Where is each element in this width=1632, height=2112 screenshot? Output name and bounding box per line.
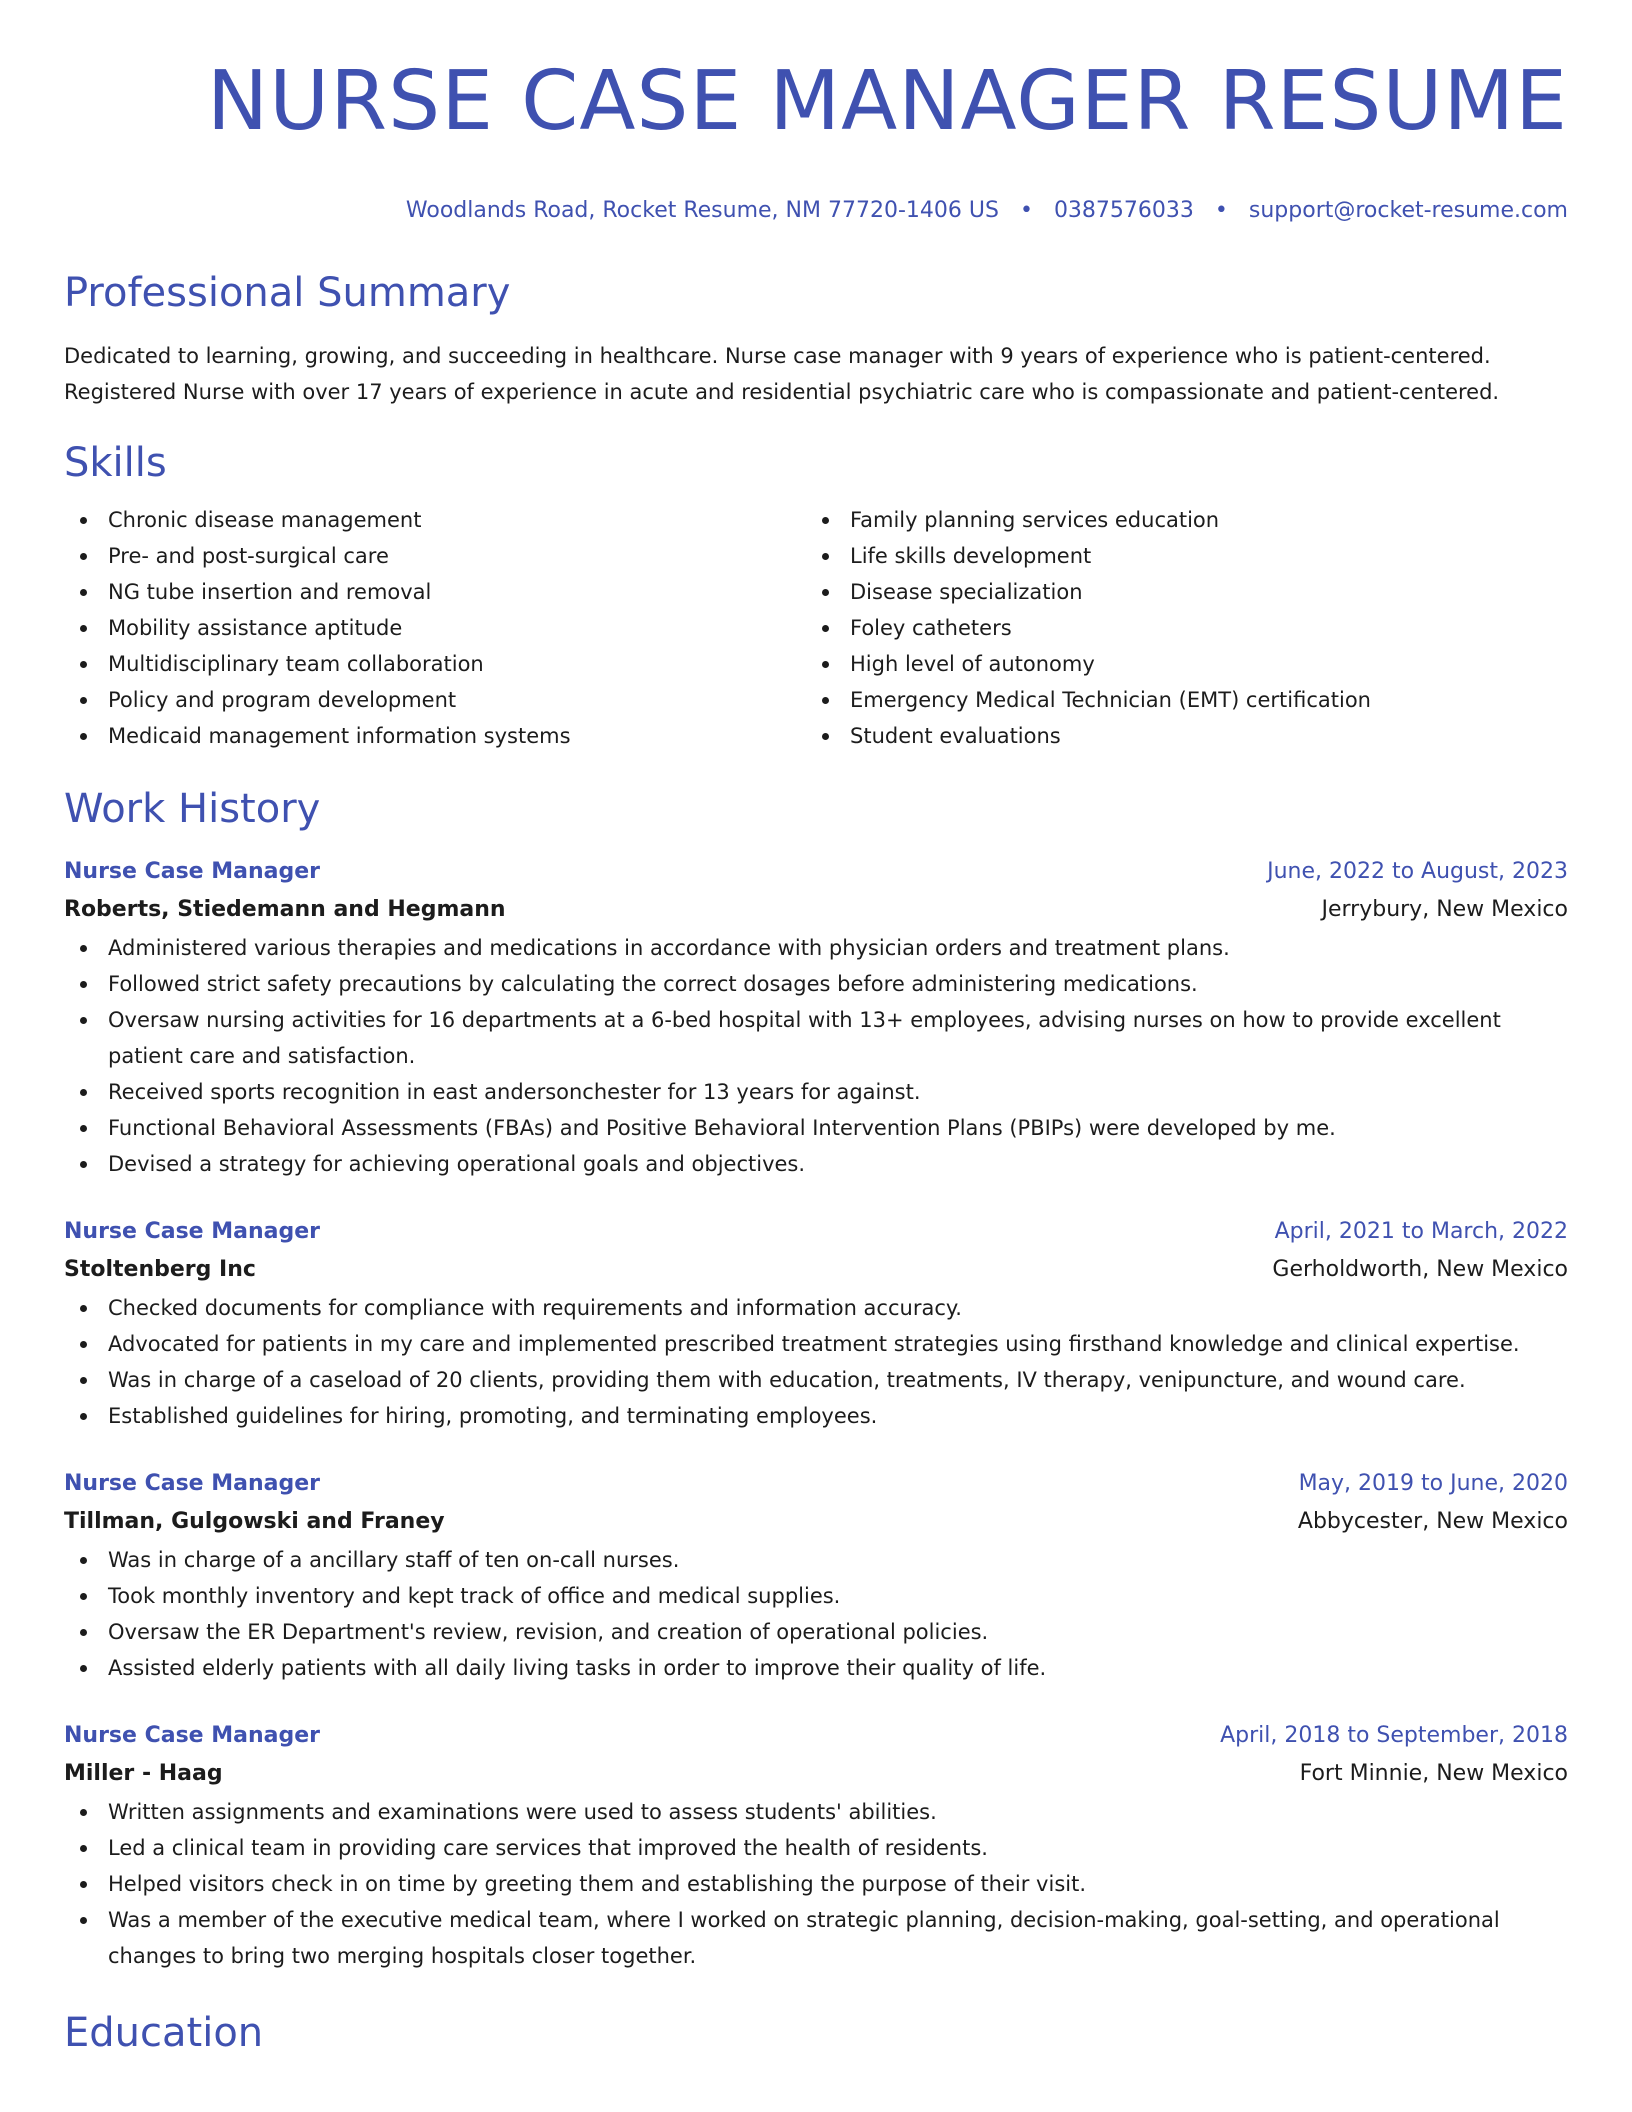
job-entry <box>64 1214 1568 1434</box>
job-bullet: Followed strict safety precautions by calculating the correct dosages before administering medications. <box>64 966 1568 1002</box>
job-bullet: Assisted elderly patients with all daily living tasks in order to improve their quality of life. <box>64 1650 1568 1686</box>
skill-item: Medicaid management information systems <box>64 718 806 754</box>
job-bullet: Oversaw the ER Department's review, revision, and creation of operational policies. <box>64 1614 1568 1650</box>
job-entry <box>64 854 1568 1182</box>
job-bullets <box>64 930 1568 1182</box>
job-bullet: Written assignments and examinations were used to assess students' abilities. <box>64 1794 1568 1830</box>
job-bullets <box>64 1290 1568 1434</box>
job-company-row <box>64 1502 1568 1542</box>
contact-address: Woodlands Road, Rocket Resume, NM 77720-1406 US <box>405 198 999 223</box>
job-header-row <box>64 854 1568 890</box>
job-location: Abbycester, New Mexico <box>1297 1509 1568 1534</box>
job-dates: April, 2018 to September, 2018 <box>1220 1723 1568 1748</box>
skill-item: Disease specialization <box>806 574 1548 610</box>
job-bullet: Advocated for patients in my care and implemented prescribed treatment strategies using firsthand knowledge and clinical expertise. <box>64 1326 1568 1362</box>
job-role: Nurse Case Manager <box>64 859 321 884</box>
skill-item: Mobility assistance aptitude <box>64 610 806 646</box>
skills-list-left <box>64 502 806 754</box>
job-role: Nurse Case Manager <box>64 1219 321 1244</box>
job-dates: June, 2022 to August, 2023 <box>1267 859 1568 884</box>
job-role: Nurse Case Manager <box>64 1723 321 1748</box>
skill-item: High level of autonomy <box>806 646 1548 682</box>
skills-heading: Skills <box>64 440 167 486</box>
skill-item: Emergency Medical Technician (EMT) certification <box>806 682 1548 718</box>
job-bullet: Helped visitors check in on time by greeting them and establishing the purpose of their visit. <box>64 1866 1568 1902</box>
job-company: Roberts, Stiedemann and Hegmann <box>64 897 506 922</box>
job-location: Jerrybury, New Mexico <box>1321 897 1568 922</box>
work-history-heading: Work History <box>64 786 321 832</box>
skill-item: Chronic disease management <box>64 502 806 538</box>
resume-title: NURSE CASE MANAGER RESUME <box>206 54 1568 149</box>
skill-item: Policy and program development <box>64 682 806 718</box>
education-section <box>64 2008 1568 2058</box>
job-bullet: Was in charge of a ancillary staff of ten on-call nurses. <box>64 1542 1568 1578</box>
job-company-row <box>64 890 1568 930</box>
education-heading: Education <box>64 2010 264 2056</box>
job-company-row <box>64 1250 1568 1290</box>
skill-item: Multidisciplinary team collaboration <box>64 646 806 682</box>
job-location: Fort Minnie, New Mexico <box>1299 1761 1568 1786</box>
job-bullet: Oversaw nursing activities for 16 departments at a 6-bed hospital with 13+ employees, advising nurses on how to provide excellent patient care and satisfaction. <box>64 1002 1568 1074</box>
work-history-section <box>64 784 1568 1974</box>
job-bullet: Devised a strategy for achieving operational goals and objectives. <box>64 1146 1568 1182</box>
job-header-row <box>64 1718 1568 1754</box>
job-bullets <box>64 1794 1568 1974</box>
job-entry <box>64 1466 1568 1686</box>
contact-separator: • <box>1019 198 1033 223</box>
job-dates: May, 2019 to June, 2020 <box>1298 1471 1568 1496</box>
job-bullet: Was in charge of a caseload of 20 clients, providing them with education, treatments, IV therapy, venipuncture, and wound care. <box>64 1362 1568 1398</box>
job-company: Miller - Haag <box>64 1761 223 1786</box>
contact-email[interactable]: support@rocket-resume.com <box>1248 198 1568 223</box>
job-bullet: Checked documents for compliance with requirements and information accuracy. <box>64 1290 1568 1326</box>
summary-text: Dedicated to learning, growing, and succeeding in healthcare. Nurse case manager with 9 years of experience who is patient-centered. Registered Nurse with over 17 years of experience in acute and residential psychiatric care who is compassionate and patient-centered. <box>64 344 1500 404</box>
job-dates: April, 2021 to March, 2022 <box>1274 1219 1568 1244</box>
skill-item: Foley catheters <box>806 610 1548 646</box>
job-bullet: Received sports recognition in east andersonchester for 13 years for against. <box>64 1074 1568 1110</box>
job-role: Nurse Case Manager <box>64 1471 321 1496</box>
skills-grid <box>64 502 1568 754</box>
job-location: Gerholdworth, New Mexico <box>1272 1257 1568 1282</box>
job-company: Tillman, Gulgowski and Franey <box>64 1509 445 1534</box>
skill-item: Student evaluations <box>806 718 1548 754</box>
contact-separator: • <box>1214 198 1228 223</box>
skill-item: NG tube insertion and removal <box>64 574 806 610</box>
skill-item: Life skills development <box>806 538 1548 574</box>
summary-heading: Professional Summary <box>64 270 511 316</box>
contact-line <box>64 196 1568 226</box>
job-bullet: Established guidelines for hiring, promoting, and terminating employees. <box>64 1398 1568 1434</box>
skills-section <box>64 438 1568 754</box>
job-company-row <box>64 1754 1568 1794</box>
skill-item: Family planning services education <box>806 502 1548 538</box>
job-bullet: Functional Behavioral Assessments (FBAs) and Positive Behavioral Intervention Plans (PBIPs) were developed by me. <box>64 1110 1568 1146</box>
job-bullet: Led a clinical team in providing care services that improved the health of residents. <box>64 1830 1568 1866</box>
job-company: Stoltenberg Inc <box>64 1257 256 1282</box>
skill-item: Pre- and post-surgical care <box>64 538 806 574</box>
contact-phone: 0387576033 <box>1053 198 1194 223</box>
skills-list-right <box>806 502 1548 754</box>
job-bullets <box>64 1542 1568 1686</box>
summary-section <box>64 268 1568 410</box>
job-entry <box>64 1718 1568 1974</box>
job-bullet: Was a member of the executive medical team, where I worked on strategic planning, decision-making, goal-setting, and operational changes to bring two merging hospitals closer together. <box>64 1902 1568 1974</box>
job-bullet: Administered various therapies and medications in accordance with physician orders and treatment plans. <box>64 930 1568 966</box>
job-header-row <box>64 1214 1568 1250</box>
job-bullet: Took monthly inventory and kept track of office and medical supplies. <box>64 1578 1568 1614</box>
job-header-row <box>64 1466 1568 1502</box>
